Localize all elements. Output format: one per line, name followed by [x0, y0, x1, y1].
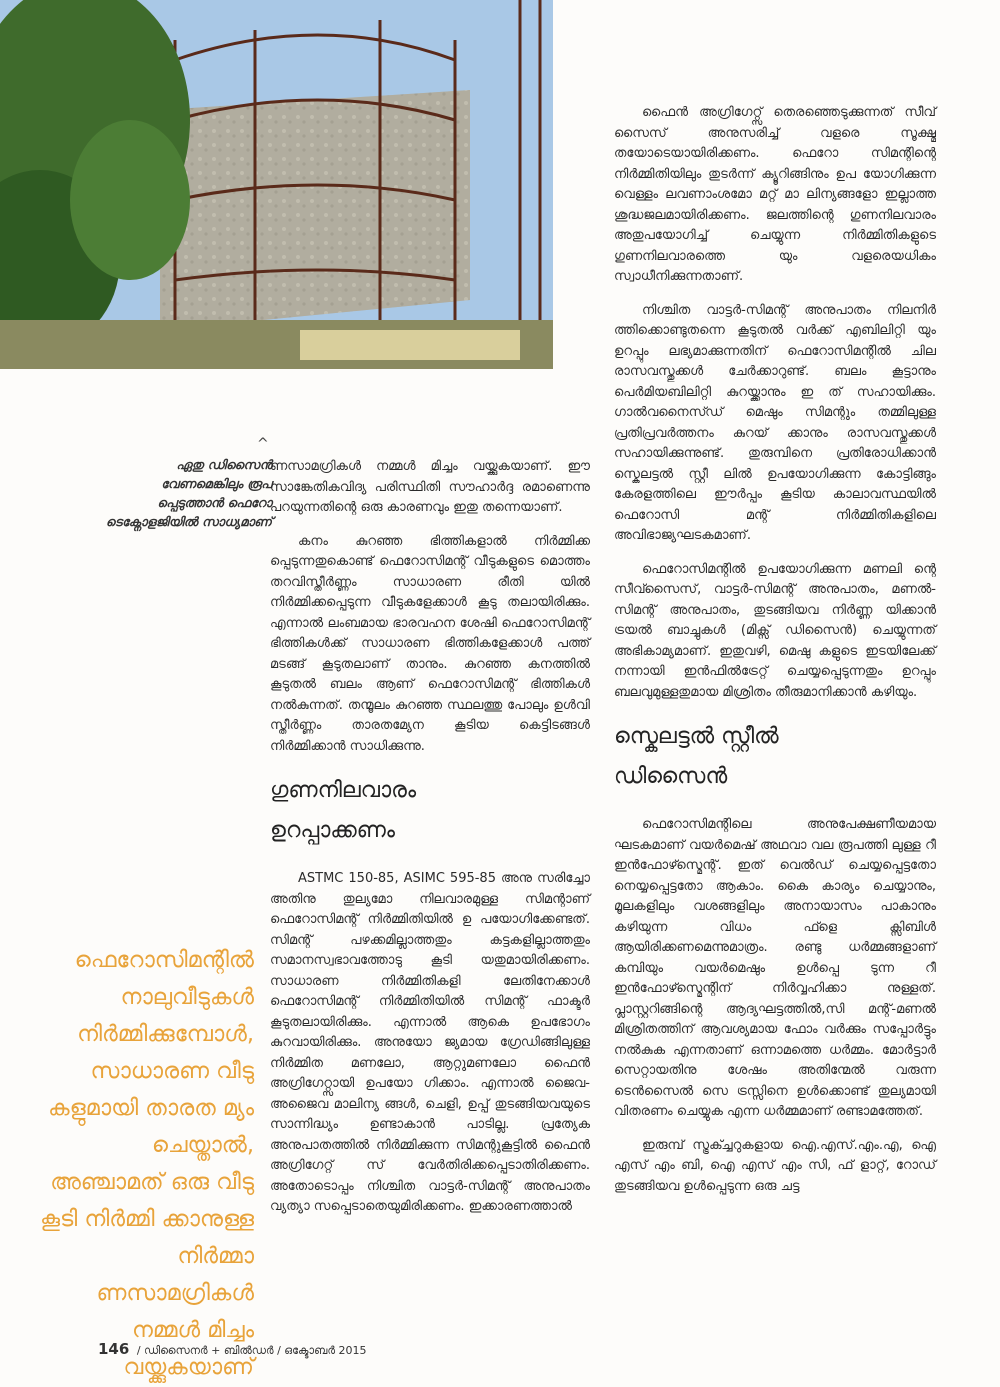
paragraph: ASTMC 150-85, ASIMC 595-85 അനു സരിച്ചോ അതിനു തുല്യമോ നിലവാരമുള്ള സിമന്റാണ് ഫെറോസിമന്റ് നിർമ്മിതിയിൽ ഉ പയോഗിക്കേണ്ടത്. സിമന്റ് പഴക്കമില്ലാത്തതും കട്ടകളില്ലാത്തതും സമാനസ്വഭാവത്തോടു കൂടി യതുമായിരിക്കണം. സാധാരണ നിർമ്മിതികളി ലേതിനേക്കാൾ ഫെറോസിമന്റ് നിർമ്മിതിയിൽ സിമന്റ് ഫാക്ടർ കൂടുതലായിരിക്കും. എന്നാൽ ആകെ ഉപഭോഗം കുറവായിരിക്കും. അനുയോ ജ്യമായ ഗ്രേഡിങ്ങിലുള്ള നിർമ്മിത മണലോ, ആറ്റുമണലോ ഫൈൻ അഗ്രിഗേറ്റ്സായി ഉപയോ ഗിക്കാം. എന്നാൽ ജൈവ-അജൈവ മാലിന്യ ങ്ങൾ, ചെളി, ഉപ്പ് തുടങ്ങിയവയുടെ സാന്നിദ്ധ്യം ഉണ്ടാകാൻ പാടില്ല. പ്രത്യേക അനുപാതത്തിൽ നിർമ്മിക്കുന്ന സിമന്റുകൂട്ടിൽ ഫൈൻ അഗ്രിഗേറ്റ് സ് വേർതിരിക്കപ്പെടാതിരിക്കണം. അതോടൊപ്പം നിശ്ചിത വാട്ടർ-സിമന്റ് അനുപാതം വ്യത്യാ സപ്പെടാതെയുമിരിക്കണം. ഇക്കാരണത്താൽ	[270, 871, 590, 1214]
construction-photo	[0, 0, 553, 369]
paragraph: കനം കുറഞ്ഞ ഭിത്തികളാൽ നിർമ്മിക്ക പ്പെടുന്നതുകൊണ്ട് ഫെറോസിമന്റ് വീടുകളുടെ മൊത്തം തറവിസ്തീർണ്ണം സാധാരണ രീതി യിൽ നിർമ്മിക്കപ്പെടുന്ന വീടുകളേക്കാൾ കൂടു തലായിരിക്കും. എന്നാൽ ലംബമായ ഭാരവഹന ശേഷി ഫെറോസിമന്റ് ഭിത്തികൾക്ക് സാധാരണ ഭിത്തികളേക്കാൾ പത്ത് മടങ്ങ് കൂടുതലാണ് താനും. കുറഞ്ഞ കനത്തിൽ കൂടുതൽ ബലം ആണ് ഫെറോസിമന്റ് ഭിത്തികൾ നൽകുന്നത്. തന്മൂലം കുറഞ്ഞ സ്ഥലത്തു പോലും ഉൾവി സ്തീർണ്ണം താരതമ്യേന കൂടിയ കെട്ടിടങ്ങൾ നിർമ്മിക്കാൻ സാധിക്കുന്നു.	[270, 533, 590, 754]
heading-line: ഉറപ്പാക്കണം	[270, 818, 396, 843]
footer-text: / ഡിസൈനർ + ബിൽഡർ / ഒക്ടോബർ 2015	[136, 1344, 367, 1357]
heading-line: ഡിസൈൻ	[614, 764, 728, 789]
paragraph: ണസാമഗ്രികൾ നമ്മൾ മിച്ചം വയ്ക്കുകയാണ്. ഈ സാങ്കേതികവിദ്യ പരിസ്ഥിതി സൗഹാർദ്ദ രമാണെന്നു പറയുന്നതിന്റെ ഒരു കാരണവും ഇതു തന്നെയാണ്.	[270, 459, 590, 515]
page-footer	[98, 1340, 367, 1358]
pull-quote: ഫെറോസിമന്റിൽ നാലുവീടുകൾ നിർമ്മിക്കുമ്പോൾ, സാധാരണ വീടു കളുമായി താരത മ്യം ചെയ്താൽ, അഞ്ചാമത് ഒരു വീടു കൂടി നിർമ്മി ക്കാനുള്ള നിർമ്മാ ണസാമഗ്രികൾ നമ്മൾ മിച്ചം വയ്ക്കുകയാണ്	[40, 947, 254, 1380]
article-column-middle	[270, 457, 590, 1231]
caption-arrow-icon: ^	[257, 436, 269, 452]
section-heading-skeletal-steel	[614, 717, 936, 797]
construction-scene-illustration	[0, 0, 553, 369]
photo-caption: ഏതു ഡിസൈൻ വേണമെങ്കിലും രൂപ പ്പെടുത്താൻ ഫെറോ ടെക്നോളജിയിൽ സാധ്യമാണ്	[105, 457, 272, 529]
paragraph: ഫെറോസിമന്റിലെ അനുപേക്ഷണീയമായ ഘടകമാണ് വയർമെഷ് അഥവാ വല രൂപത്തി ലുള്ള റീ ഇൻഫോഴ്സ്മെന്റ്. ഇത് വെൽഡ് ചെയ്യപ്പെട്ടതോ നെയ്യപ്പെട്ടതോ ആകാം. കൈ കാര്യം ചെയ്യാനും, മൂലകളിലും വശങ്ങളിലും അനായാസം പാകാനും കഴിയുന്ന വിധം ഫ്ളെ ക്സിബിൾ ആയിരിക്കണമെന്നുമാത്രം. രണ്ടു ധർമ്മങ്ങളാണ് കമ്പിയും വയർമെഷും ഉൾപ്പെ ടുന്ന റീ ഇൻഫോഴ്സ്മെന്റിന് നിർവ്വഹിക്കാ നുള്ളത്. പ്ലാസ്റ്ററിങ്ങിന്റെ ആദ്യഘട്ടത്തിൽ,സി മന്റ്-മണൽ മിശ്രിതത്തിന് ആവശ്യമായ ഫോം വർക്കും സപ്പോർട്ടും നൽകുക എന്നതാണ് ഒന്നാമത്തെ ധർമ്മം. മോർട്ടാർ സെറ്റായതിനു ശേഷം അതിന്മേൽ വരുന്ന ടെൻസൈൽ സെ ട്രസ്സിനെ ഉൾക്കൊണ്ട് തുല്യമായി വിതരണം ചെയ്യുക എന്ന ധർമ്മമാണ് രണ്ടാമത്തേത്.	[614, 817, 936, 1119]
paragraph: ഫെറോസിമന്റിൽ ഉപയോഗിക്കുന്ന മണലി ന്റെ സീവ്സൈസ്, വാട്ടർ-സിമന്റ് അനുപാതം, മണൽ-സിമന്റ് അനുപാതം, തുടങ്ങിയവ നിർണ്ണ യിക്കാൻ ട്രയൽ ബാച്ചുകൾ (മിക്സ് ഡിസൈൻ) ചെയ്യുന്നത് അഭികാമ്യമാണ്. ഇതുവഴി, മെഷു കളുടെ ഇടയിലേക്ക് നന്നായി ഇൻഫിൽട്രേറ്റ് ചെയ്യപ്പെടുന്നതും ഉറപ്പും ബലവുമുള്ളതുമായ മിശ്രിതം തീരുമാനിക്കാൻ കഴിയും.	[614, 561, 936, 700]
section-heading-quality	[270, 771, 590, 851]
paragraph: ഫൈൻ അഗ്രിഗേറ്റ്സ് തെരഞ്ഞെടുക്കുന്നത് സീവ് സൈസ് അനുസരിച്ച് വളരെ സൂക്ഷ്മ തയോടെയായിരിക്കണം. ഫെറോ സിമന്റിന്റെ നിർമ്മിതിയിലും തുടർന്ന് ക്യൂറിങ്ങിനും ഉപ യോഗിക്കുന്ന വെള്ളം ലവണാംശമോ മറ്റ് മാ ലിന്യങ്ങളോ ഇല്ലാത്ത ശുദ്ധജലമായിരിക്കണം. ജലത്തിന്റെ ഗുണനിലവാരം അതുപയോഗിച്ച് ചെയ്യുന്ന നിർമ്മിതികളുടെ ഗുണനിലവാരത്തെ യും വളരെയധികം സ്വാധീനിക്കുന്നതാണ്.	[614, 105, 936, 284]
paragraph: ഇരുമ്പ് സ്ട്രക്ച്ചറുകളായ ഐ.എസ്.എം.എ, ഐ എസ് എം ബി, ഐ എസ് എം സി, ഫ് ളാറ്റ്, റോഡ് തുടങ്ങിയവ ഉൾപ്പെടുന്ന ഒരു ചട്ട	[614, 1137, 936, 1194]
article-column-right	[614, 103, 936, 1210]
heading-line: ഗുണനിലവാരം	[270, 778, 417, 803]
paragraph: നിശ്ചിത വാട്ടർ-സിമന്റ് അനുപാതം നിലനിർ ത്തിക്കൊണ്ടുതന്നെ കൂടുതൽ വർക്ക് എബിലിറ്റി യും ഉറപ്പും ലഭ്യമാക്കുന്നതിന് ഫെറോസിമന്റിൽ ചില രാസവസ്തുക്കൾ ചേർക്കാറുണ്ട്. ബലം കൂട്ടാനും പെർമിയബിലിറ്റി കുറയ്ക്കാനും ഇ ത് സഹായിക്കും. ഗാൽവനൈസ്ഡ് മെഷും സിമന്റും തമ്മിലുള്ള പ്രതിപ്രവർത്തനം കുറയ് ക്കാനും രാസവസ്തുക്കൾ സഹായിക്കുന്നുണ്ട്. തുരുമ്പിനെ പ്രതിരോധിക്കാൻ സ്കെലട്ടൽ സ്റ്റീ ലിൽ ഉപയോഗിക്കുന്ന കോട്ടിങ്ങും കേരളത്തിലെ ഈർപ്പം കൂടിയ കാലാവസ്ഥയിൽ ഫെറോസി മന്റ് നിർമ്മിതികളിലെ അവിഭാജ്യഘടകമാണ്.	[614, 302, 936, 543]
page-number: 146	[98, 1340, 130, 1358]
heading-line: സ്കെലട്ടൽ സ്റ്റീൽ	[614, 724, 779, 749]
